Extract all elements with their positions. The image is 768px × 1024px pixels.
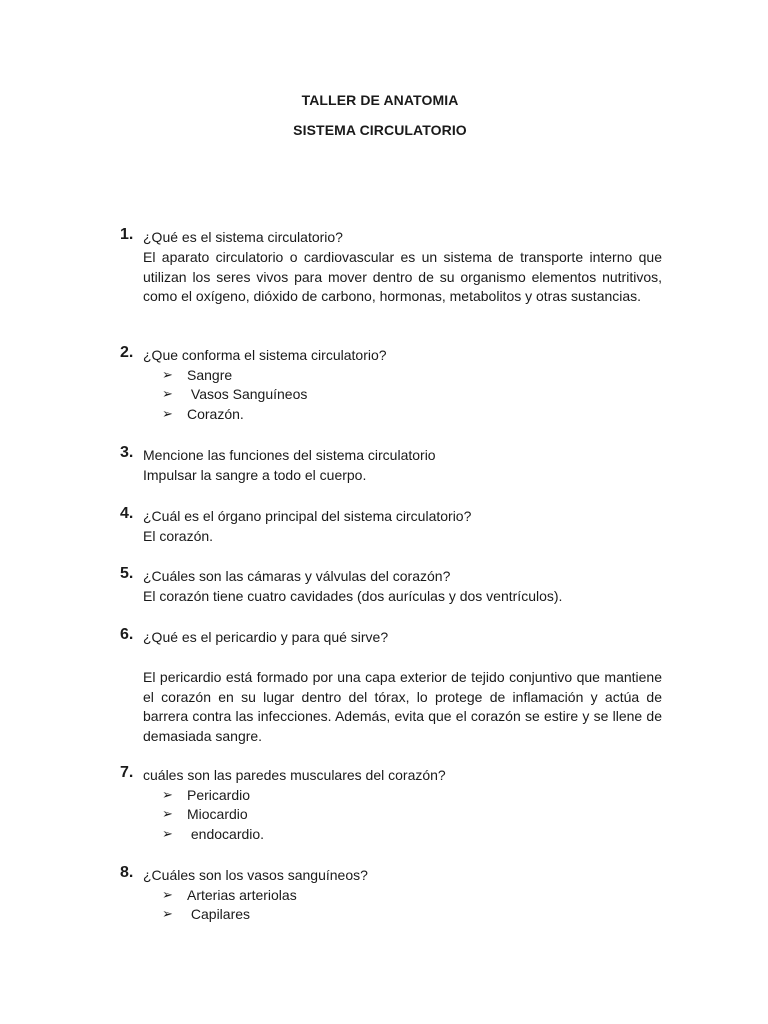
question-text: ¿Cuáles son las cámaras y válvulas del corazón? [143, 568, 451, 584]
arrowhead-bullet-icon: ➢ [162, 826, 173, 842]
list-item-text: Pericardio [187, 786, 251, 803]
answer-text: El aparato circulatorio o cardiovascular es un sistema de transporte interno que utilizan los seres vivos para mover dentro de su organismo elementos nutritivos, como el oxígeno, dióxido de carbono, hormonas, metabolitos y otras sustancias. [143, 248, 662, 305]
list-item [162, 786, 662, 805]
list-item [162, 805, 662, 824]
list-item [162, 385, 662, 404]
answer-text: El corazón. [143, 527, 214, 544]
list-item-text: Vasos Sanguíneos [187, 386, 308, 403]
arrowhead-bullet-icon: ➢ [162, 367, 173, 383]
question-text: ¿Qué es el sistema circulatorio? [143, 229, 343, 245]
document-title: TALLER DE ANATOMIA [301, 92, 459, 108]
question-block-2 [120, 346, 662, 424]
question-block-6 [120, 628, 662, 747]
answer-text: El pericardio está formado por una capa exterior de tejido conjuntivo que mantiene el corazón en su lugar dentro del tórax, lo protege de inflamación y actúa de barrera contra las infecciones. Además, evita que el corazón se estire y se llene de demasiada sangre. [143, 668, 662, 745]
arrowhead-bullet-icon: ➢ [162, 907, 173, 923]
answer-list [162, 786, 662, 844]
question-number: 8. [120, 864, 134, 881]
answer-list [162, 366, 662, 424]
question-text: cuáles son las paredes musculares del corazón? [143, 767, 446, 783]
question-block-1 [120, 228, 662, 307]
question-text: ¿Qué es el pericardio y para qué sirve? [143, 629, 389, 645]
question-number: 7. [120, 764, 134, 781]
question-block-7 [120, 766, 662, 844]
arrowhead-bullet-icon: ➢ [162, 787, 173, 803]
question-number: 4. [120, 505, 134, 522]
answer-list [162, 886, 662, 925]
list-item [162, 405, 662, 424]
answer-text: El corazón tiene cuatro cavidades (dos aurículas y dos ventrículos). [143, 587, 563, 604]
list-item-text: Corazón. [187, 405, 244, 422]
question-block-8 [120, 866, 662, 925]
question-text: ¿Cuáles son los vasos sanguíneos? [143, 867, 368, 883]
list-item-text: Capilares [187, 906, 251, 923]
question-number: 3. [120, 444, 134, 461]
question-number: 2. [120, 344, 134, 361]
list-item [162, 886, 662, 905]
answer-text: Impulsar la sangre a todo el cuerpo. [143, 466, 367, 483]
question-text: ¿Cuál es el órgano principal del sistema circulatorio? [143, 508, 472, 524]
arrowhead-bullet-icon: ➢ [162, 887, 173, 903]
arrowhead-bullet-icon: ➢ [162, 406, 173, 422]
arrowhead-bullet-icon: ➢ [162, 387, 173, 403]
question-number: 1. [120, 226, 134, 243]
question-number: 5. [120, 565, 134, 582]
document-subtitle: SISTEMA CIRCULATORIO [293, 122, 467, 138]
list-item-text: endocardio. [187, 825, 265, 842]
question-block-3 [120, 446, 662, 486]
question-text: ¿Que conforma el sistema circulatorio? [143, 347, 387, 363]
list-item-text: Sangre [187, 366, 233, 383]
list-item [162, 905, 662, 924]
arrowhead-bullet-icon: ➢ [162, 807, 173, 823]
list-item-text: Arterias arteriolas [187, 886, 297, 903]
question-text: Mencione las funciones del sistema circulatorio [143, 447, 436, 463]
list-item-text: Miocardio [187, 806, 248, 823]
question-block-5 [120, 567, 662, 607]
question-number: 6. [120, 626, 134, 643]
question-block-4 [120, 507, 662, 547]
list-item [162, 366, 662, 385]
list-item [162, 825, 662, 844]
